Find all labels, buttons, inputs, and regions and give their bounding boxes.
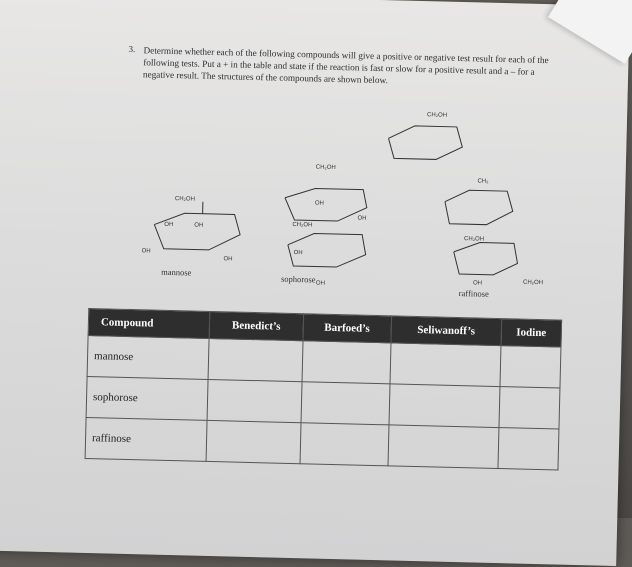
svg-text:OH: OH — [315, 200, 324, 206]
answer-cell[interactable] — [302, 341, 391, 384]
answer-cell[interactable] — [207, 379, 302, 422]
results-table — [85, 308, 563, 471]
sophorose-structure — [283, 164, 368, 288]
answer-cell[interactable] — [390, 343, 501, 387]
mannose-structure — [141, 195, 241, 262]
row-label: raffinose — [85, 417, 207, 461]
svg-text:CH₂OH: CH₂OH — [427, 112, 447, 118]
answer-cell[interactable] — [500, 346, 561, 388]
row-label: sophorose — [86, 376, 208, 420]
mannose-label: mannose — [161, 267, 191, 278]
answer-cell[interactable] — [300, 423, 389, 466]
svg-text:OH: OH — [142, 248, 151, 254]
svg-text:OH: OH — [316, 281, 325, 287]
answer-cell[interactable] — [388, 425, 499, 469]
svg-text:CH₂OH: CH₂OH — [523, 280, 543, 286]
answer-cell[interactable] — [206, 420, 301, 463]
question-instructions: Determine whether each of the following compounds will give a positive or negative test result for each of the following tests. Put a + in the table and state if the reaction is fast or slow for a positive result and a – for a negative result. The structures of the compounds are shown below. — [143, 44, 564, 90]
svg-text:OH: OH — [473, 280, 482, 286]
raffinose-structure — [385, 111, 547, 288]
column-header-benedicts: Benedict’s — [209, 311, 303, 340]
svg-text:CH₂OH: CH₂OH — [316, 165, 336, 171]
answer-cell[interactable] — [499, 387, 560, 429]
svg-text:CH₂OH: CH₂OH — [464, 236, 484, 242]
answer-cell[interactable] — [498, 428, 559, 470]
svg-text:OH: OH — [357, 216, 366, 222]
answer-cell[interactable] — [208, 338, 303, 381]
sugar-structures — [0, 1, 600, 306]
svg-text:OH: OH — [223, 256, 232, 262]
row-label: mannose — [87, 335, 209, 379]
question-number: 3. — [128, 44, 135, 54]
raffinose-label: raffinose — [459, 288, 489, 299]
column-header-barfoeds: Barfoed’s — [303, 314, 392, 343]
svg-text:CH₂OH: CH₂OH — [175, 196, 195, 202]
answer-cell[interactable] — [301, 382, 390, 425]
column-header-iodine: Iodine — [501, 319, 562, 347]
svg-text:OH: OH — [294, 250, 303, 256]
svg-text:OH: OH — [194, 223, 203, 229]
column-header-compound: Compound — [88, 308, 210, 338]
svg-text:OH: OH — [164, 222, 173, 228]
svg-text:CH₂OH: CH₂OH — [292, 222, 312, 228]
column-header-seliwanoffs: Seliwanoff’s — [391, 316, 502, 346]
sophorose-label: sophorose — [281, 274, 316, 285]
answer-cell[interactable] — [389, 384, 500, 428]
svg-text:CH₂: CH₂ — [477, 178, 489, 184]
